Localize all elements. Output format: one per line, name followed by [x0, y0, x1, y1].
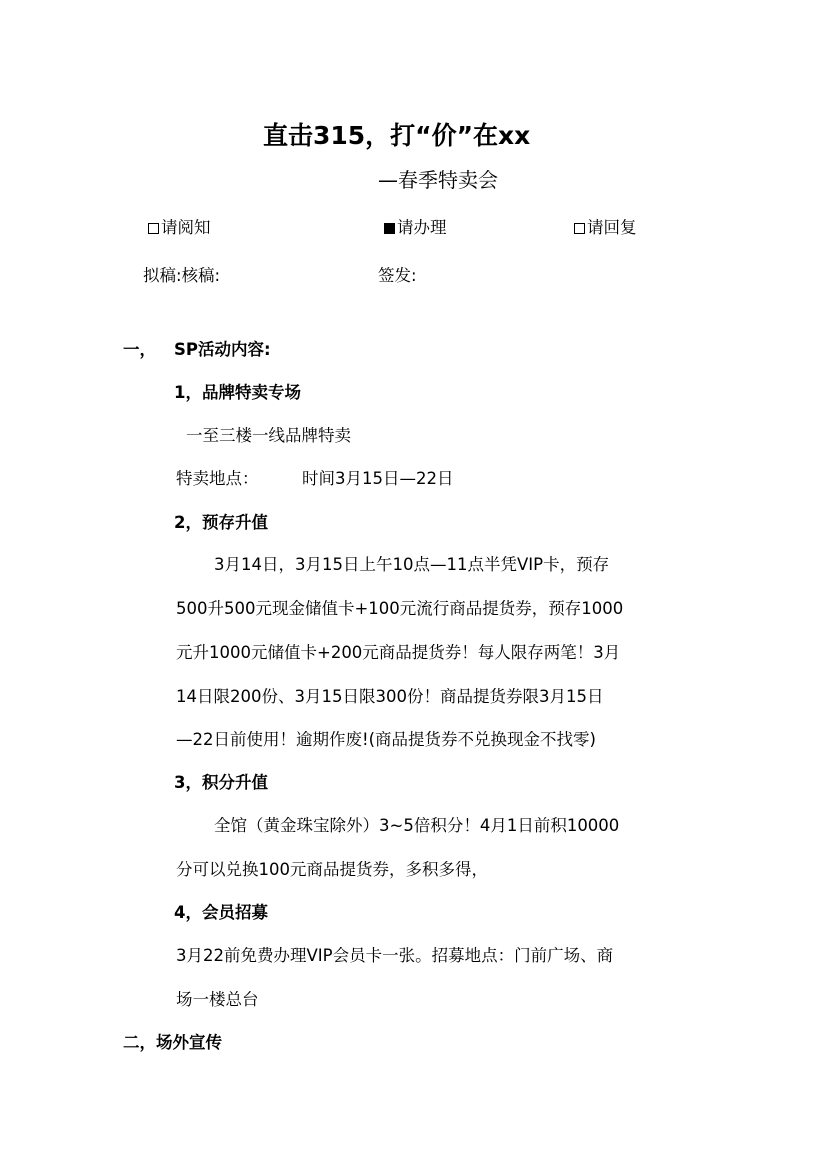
paragraph-line: 分可以兑换100元商品提货券，多积多得， [176, 860, 488, 879]
paragraph-line: 元升1000元储值卡+200元商品提货券！每人限存两笔！3月 [176, 643, 621, 662]
paragraph-line: 500升500元现金储值卡+100元流行商品提货券，预存1000 [176, 599, 624, 618]
section-number: 一， [123, 340, 156, 359]
paragraph-line: 场一楼总台 [176, 990, 259, 1009]
location-label: 特卖地点： [176, 469, 259, 488]
issue-label: 签发: [378, 266, 417, 285]
checkbox-label: 请回复 [587, 218, 637, 237]
paragraph-line: 3月14日，3月15日上午10点—11点半凭VIP卡，预存 [214, 555, 610, 574]
checkbox-label: 请阅知 [161, 218, 211, 237]
item-paragraph [176, 812, 706, 882]
item-heading: 1，品牌特卖专场 [174, 383, 301, 402]
checkbox-handle[interactable] [384, 214, 447, 238]
checkbox-reply[interactable] [574, 214, 637, 238]
checkbox-filled-icon [384, 223, 395, 234]
item-paragraph [176, 942, 706, 1012]
document-title: 直击315，打“价”在xx [263, 121, 531, 150]
document-subtitle: —春季特卖会 [378, 168, 498, 192]
section-heading: 二，场外宣传 [123, 1033, 222, 1052]
checkbox-label: 请办理 [397, 218, 447, 237]
paragraph-line: 3月22前免费办理VIP会员卡一张。招募地点：门前广场、商 [176, 946, 614, 965]
item-heading: 4，会员招募 [174, 903, 268, 922]
paragraph-line: 全馆（黄金珠宝除外）3~5倍积分！4月1日前积10000 [214, 816, 620, 835]
section-heading: SP活动内容: [174, 340, 271, 359]
item-heading: 2，预存升值 [174, 513, 268, 532]
draft-review-label: 拟稿:核稿: [143, 266, 221, 285]
checkbox-empty-icon [574, 223, 585, 234]
paragraph-line: 14日限200份、3月15日限300份！商品提货券限3月15日 [176, 687, 604, 706]
time-text: 时间3月15日—22日 [302, 469, 454, 488]
paragraph-line: —22日前使用！逾期作废!(商品提货券不兑换现金不找零) [176, 730, 596, 749]
item-heading: 3，积分升值 [174, 773, 268, 792]
checkbox-empty-icon [148, 223, 159, 234]
checkbox-read[interactable] [148, 214, 211, 238]
item-line: 一至三楼一线品牌特卖 [186, 426, 351, 445]
item-paragraph [176, 551, 706, 751]
